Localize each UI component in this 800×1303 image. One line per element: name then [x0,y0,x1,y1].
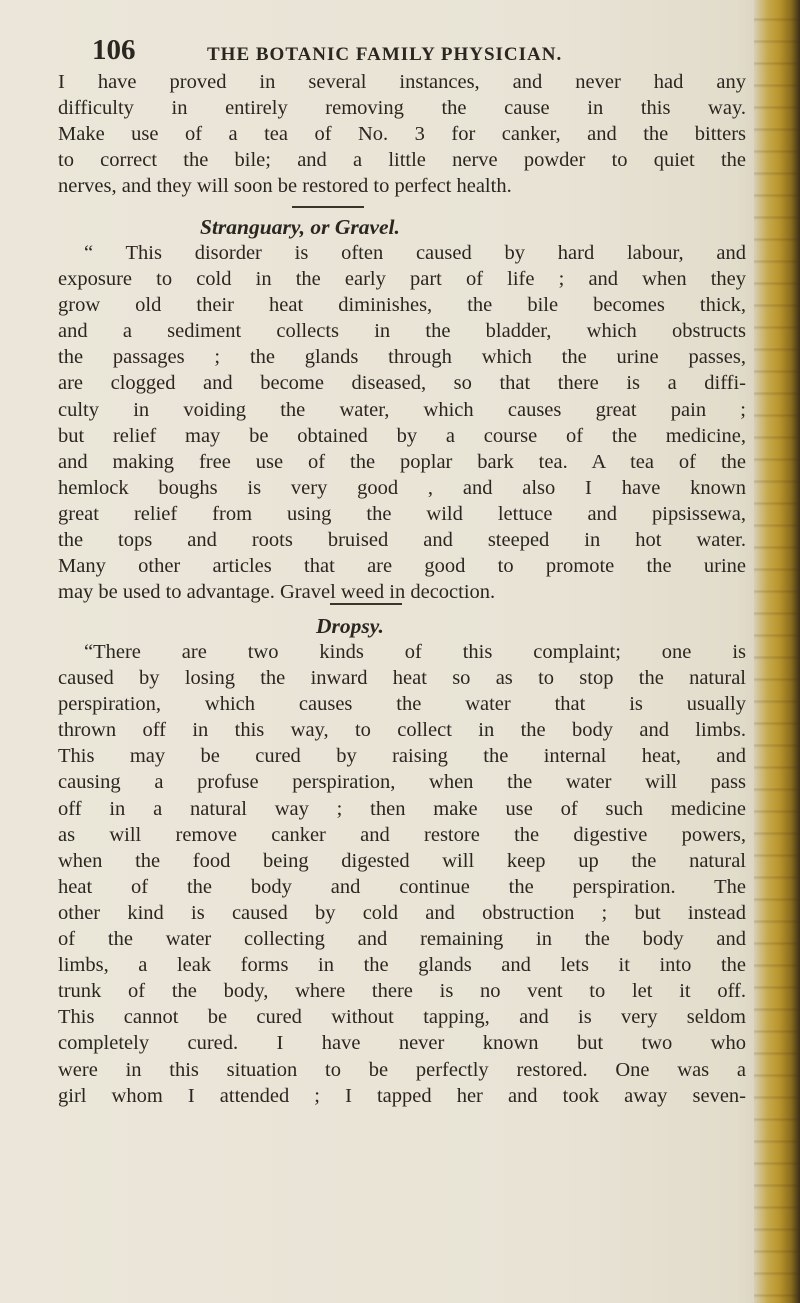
section-divider [292,206,364,208]
text-line: as will remove canker and restore the digestive powers, [58,823,746,846]
text-line: caused by losing the inward heat so as to stop the natural [58,667,746,690]
page-number: 106 [92,34,136,66]
text-line: off in a natural way ; then make use of such medicine [58,797,746,820]
text-line: are clogged and become diseased, so that there is a diffi- [58,372,746,395]
text-line: Make use of a tea of No. 3 for canker, and the bitters [58,123,746,146]
text-line: but relief may be obtained by a course of the medicine, [58,424,746,447]
text-line: girl whom I attended ; I tapped her and took away seven- [58,1084,746,1107]
stranguary-paragraph [58,240,746,605]
text-line: were in this situation to be perfectly restored. One was a [58,1058,746,1081]
text-line: I have proved in several instances, and never had any [58,71,746,93]
text-line: when the food being digested will keep up the natural [58,849,746,872]
running-head: THE BOTANIC FAMILY PHYSICIAN. [207,44,563,65]
text-line: grow old their heat diminishes, the bile becomes thick, [58,294,746,317]
page-header [92,34,732,74]
text-line: to correct the bile; and a little nerve powder to quiet the [58,149,746,172]
text-line: perspiration, which causes the water that is usually [58,693,746,716]
text-line: exposure to cold in the early part of life ; and when they [58,268,746,291]
text-line: of the water collecting and remaining in the body and [58,928,746,951]
text-line: “There are two kinds of this complaint; one is [84,641,746,663]
text-line: and a sediment collects in the bladder, which obstructs [58,320,746,343]
section-heading-dropsy: Dropsy. [316,614,384,638]
text-line: difficulty in entirely removing the cause in this way. [58,97,746,120]
text-line: causing a profuse perspiration, when the water will pass [58,771,746,794]
text-line: and making free use of the poplar bark tea. A tea of the [58,450,746,473]
section-divider [330,603,402,605]
text-line: the tops and roots bruised and steeped in hot water. [58,529,746,552]
text-line: limbs, a leak forms in the glands and lets it into the [58,954,746,977]
text-line: the passages ; the glands through which the urine passes, [58,346,746,369]
text-line: may be used to advantage. Gravel weed in decoction. [58,581,496,604]
intro-paragraph [58,69,746,199]
page-edge-binding [754,0,800,1303]
section-heading-stranguary: Stranguary, or Gravel. [200,215,400,239]
text-line: heat of the body and continue the perspiration. The [58,875,746,898]
text-line: “ This disorder is often caused by hard labour, and [84,242,746,264]
text-line: completely cured. I have never known but two who [58,1032,746,1055]
text-line: Many other articles that are good to promote the urine [58,555,746,578]
text-line: trunk of the body, where there is no vent to let it off. [58,980,746,1003]
text-line: This may be cured by raising the internal heat, and [58,745,746,768]
text-line: great relief from using the wild lettuce and pipsissewa, [58,502,746,525]
dropsy-paragraph [58,639,746,1109]
text-line: nerves, and they will soon be restored to perfect health. [58,175,512,198]
text-line: This cannot be cured without tapping, and is very seldom [58,1006,746,1029]
text-line: thrown off in this way, to collect in the body and limbs. [58,719,746,742]
text-line: hemlock boughs is very good , and also I have known [58,476,746,499]
text-line: culty in voiding the water, which causes great pain ; [58,398,746,421]
text-line: other kind is caused by cold and obstruction ; but instead [58,901,746,924]
